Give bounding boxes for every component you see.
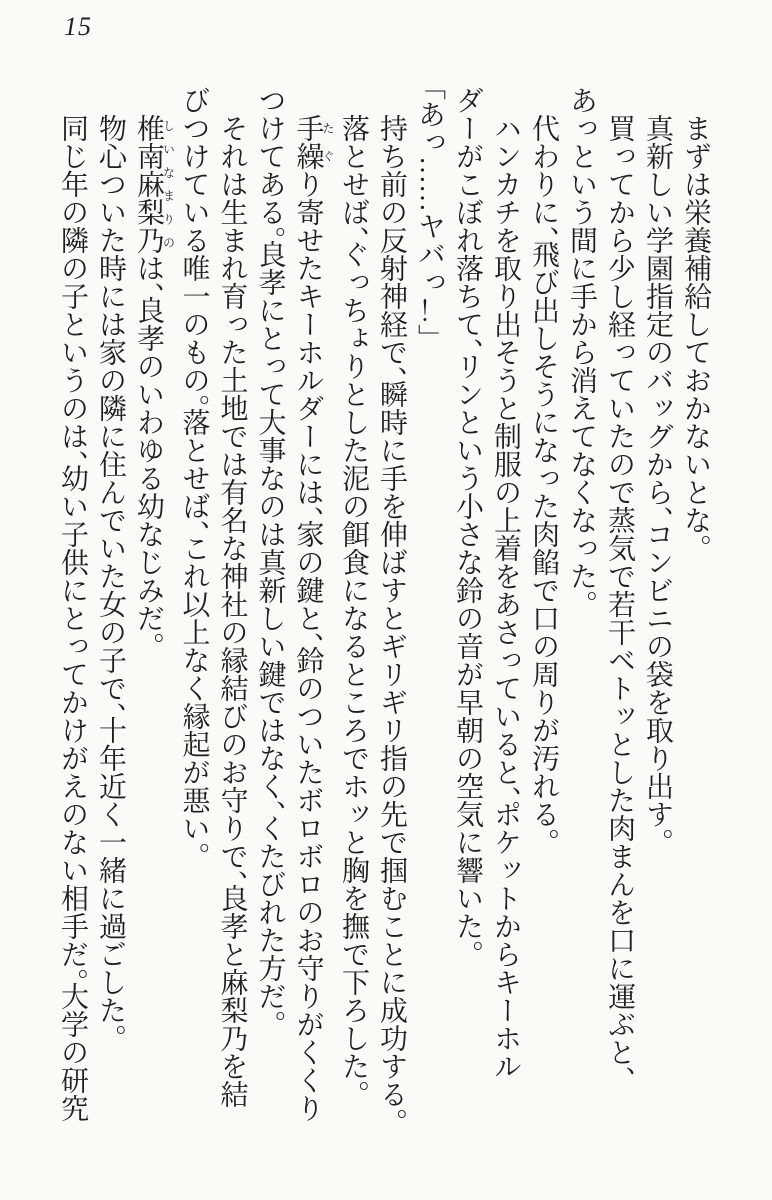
furigana: しいなまりの bbox=[161, 114, 176, 254]
paragraph: まずは栄養補給しておかないとな。 bbox=[680, 114, 711, 548]
paragraph: 代わりに、飛び出しそうになった肉餡で口の周りが汚れる。 bbox=[528, 114, 559, 842]
ruby-annotated-word: 椎南麻梨乃しいなまりの bbox=[133, 114, 176, 254]
paragraph: 真新しい学園指定のバッグから、コンビニの袋を取り出す。 bbox=[642, 114, 673, 842]
paragraph: 買ってから少し経っていたので蒸気で若干ベトッとした肉まんを口に運ぶと、あっという間に手から消えてなくなった。 bbox=[566, 86, 635, 1080]
paragraph: 手繰たぐり寄せたキーホルダーには、家の鍵と、鈴のついたボロボロのお守りがくくりつけてある。良孝にとって大事なのは真新しい鍵ではなく、くたびれた方だ。 bbox=[254, 86, 335, 1122]
paragraph: 落とせば、ぐっちょりとした泥の餌食になるところでホッと胸を撫で下ろした。 bbox=[338, 114, 369, 1094]
paragraph: 持ち前の反射神経で、瞬時に手を伸ばすとギリギリ指の先で掴むことに成功する。 bbox=[376, 114, 407, 1122]
paragraph: 同じ年の隣の子というのは、幼い子供にとってかけがえのない相手だ。大学の研究 bbox=[57, 114, 88, 1122]
ruby-annotated-word: 手繰たぐ bbox=[292, 114, 335, 170]
paragraph: 「あっ……ヤバっ！」 bbox=[414, 86, 445, 338]
paragraph: 椎南麻梨乃しいなまりのは、良孝のいわゆる幼なじみだ。 bbox=[133, 114, 176, 646]
paragraph: それは生まれ育った土地では有名な神社の縁結びのお守りで、良孝と麻梨乃を結びつけている唯一のもの。落とせば、これ以上なく縁起が悪い。 bbox=[178, 86, 248, 1108]
paragraph: 物心ついた時には家の隣に住んでいた女の子で、十年近く一緒に過ごした。 bbox=[95, 114, 126, 1038]
page-number: 15 bbox=[64, 12, 92, 41]
text-area bbox=[53, 86, 714, 1122]
furigana: たぐ bbox=[321, 114, 335, 170]
paragraph: ハンカチを取り出そうと制服の上着をあさっていると、ポケットからキーホルダーがこぼれ落ちて、リンという小さな鈴の音が早朝の空気に響いた。 bbox=[452, 86, 521, 1080]
